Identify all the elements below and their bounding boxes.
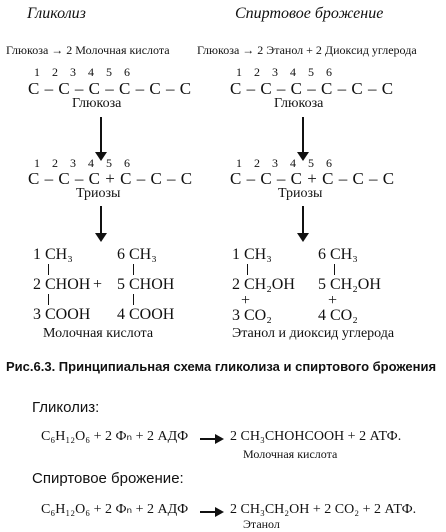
glycolysis-product-label: Молочная кислота	[43, 326, 154, 341]
fermentation-title: Спиртовое брожение	[235, 5, 384, 22]
fermentation-carbon-numbers-1: 1 2 3 4 5 6	[236, 65, 332, 79]
fermentation-glucose-label: Глюкоза	[274, 96, 324, 111]
lactic-left-row-3: 3 COOH	[33, 306, 91, 323]
lactic-right-row-2: 5 CHOH	[117, 276, 175, 293]
glycolysis-title: Гликолиз	[27, 5, 86, 22]
bond-line	[133, 294, 134, 305]
fermentation-arrow-1	[302, 117, 304, 155]
reaction-arrow	[200, 511, 222, 513]
fermentation-equation-note: Этанол	[243, 517, 280, 531]
glycolysis-glucose-chain: C – C – C – C – C – C	[28, 79, 192, 98]
glycolysis-arrow-2	[100, 206, 102, 236]
fermentation-carbon-numbers-2: 1 2 3 4 5 6	[236, 156, 332, 170]
fermentation-glucose-chain: C – C – C – C – C – C	[230, 79, 394, 98]
lactic-plus: +	[93, 276, 103, 293]
fermentation-equation-lhs: C₆H₁₂O₆ + 2 Фₙ + 2 АДФ	[41, 502, 189, 517]
glycolysis-glucose-label: Глюкоза	[72, 96, 122, 111]
fermentation-triose-chain: C – C – C + C – C – C	[230, 169, 395, 188]
ethanol-right-row-1: 6 CH₃	[318, 246, 358, 263]
glycolysis-carbon-numbers-2: 1 2 3 4 5 6	[34, 156, 130, 170]
lactic-right-row-3: 4 COOH	[117, 306, 175, 323]
glycolysis-equation-note: Молочная кислота	[243, 447, 338, 461]
reaction-arrow	[200, 438, 222, 440]
bond-line	[48, 294, 49, 305]
ethanol-right-row-2: 5 CH₂OH	[318, 276, 381, 293]
fermentation-arrow-2	[302, 206, 304, 236]
lactic-right-row-1: 6 CH₃	[117, 246, 157, 263]
glycolysis-triose-chain: C – C – C + C – C – C	[28, 169, 193, 188]
fermentation-summary: Глюкоза → 2 Этанол + 2 Диоксид углерода	[197, 43, 417, 57]
fermentation-product-label: Этанол и диоксид углерода	[232, 326, 395, 341]
glycolysis-equation-label: Гликолиз:	[32, 399, 100, 416]
ethanol-right-row-3: 4 CO₂	[318, 307, 358, 324]
ethanol-right-plus: +	[328, 292, 338, 309]
glycolysis-carbon-numbers-1: 1 2 3 4 5 6	[34, 65, 130, 79]
fermentation-triose-label: Триозы	[278, 186, 323, 201]
lactic-left-row-1: 1 CH₃	[33, 246, 73, 263]
ethanol-left-row-2: 2 CH₂OH	[232, 276, 295, 293]
figure-caption: Рис.6.3. Принципиальная схема гликолиза и спиртового брожения	[6, 359, 437, 374]
ethanol-left-row-1: 1 CH₃	[232, 246, 272, 263]
glycolysis-triose-label: Триозы	[76, 186, 121, 201]
ethanol-left-row-3: 3 CO₂	[232, 307, 272, 324]
glycolysis-arrow-1	[100, 117, 102, 155]
glycolysis-equation-lhs: C₆H₁₂O₆ + 2 Фₙ + 2 АДФ	[41, 429, 189, 444]
ethanol-left-plus: +	[241, 292, 251, 309]
lactic-left-row-2: 2 CHOH	[33, 276, 91, 293]
bond-line	[133, 264, 134, 275]
fermentation-equation-label: Спиртовое брожение:	[32, 470, 184, 487]
bond-line	[48, 264, 49, 275]
bond-line	[247, 264, 248, 275]
glycolysis-equation-rhs: 2 CH₃CHOHCOOH + 2 АТФ.	[230, 429, 402, 444]
bond-line	[334, 264, 335, 275]
fermentation-equation-rhs: 2 CH₃CH₂OH + 2 CO₂ + 2 АТФ.	[230, 502, 417, 517]
glycolysis-summary: Глюкоза → 2 Молочная кислота	[6, 43, 170, 57]
